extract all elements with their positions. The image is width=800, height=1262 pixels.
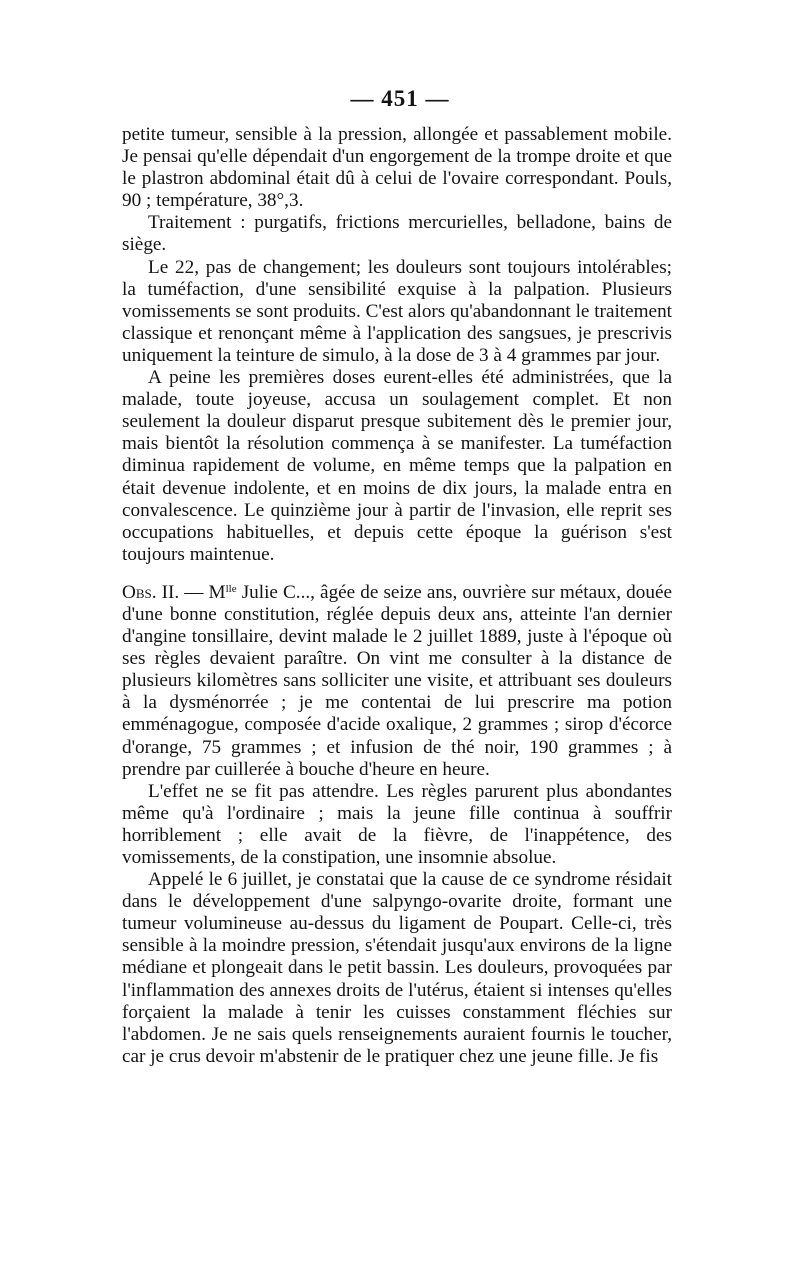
observation-text: Julie C..., âgée de seize ans, ouvrière sur métaux, douée d'une bonne constitution, réglée depuis deux ans, atteinte l'an dernier d'angine tonsillaire, devint malade le 2 juillet 1889, juste à l'époque où ses règles devaient paraître. On vint me consulter à la distance de plusieurs kilomètres sans solliciter une visite, et attribuant ses douleurs à la dysménorrée ; je me contentai de lui prescrire ma potion emménagogue, composée d'acide oxalique, 2 grammes ; sirop d'écorce d'orange, 75 grammes ; et infusion de thé noir, 190 grammes ; à prendre par cuillerée à bouche d'heure en heure. <box>122 581 672 780</box>
paragraph-recovery: A peine les premières doses eurent-elles été administrées, que la malade, toute joyeuse, accusa un soulagement complet. Et non seulement la douleur disparut presque subitement dès le premier jour, mais bientôt la résolution commença à se manifester. La tuméfaction diminua rapidement de volume, en même temps que la palpation en était devenue indolente, et en moins de dix jours, la malade entra en convalescence. Le quinzième jour à partir de l'invasion, elle reprit ses occupations habituelles, et depuis cette époque la guérison s'est toujours maintenue. <box>122 367 672 565</box>
paragraph-treatment: Traitement : purgatifs, frictions mercurielles, belladone, bains de siège. <box>122 212 672 256</box>
paragraph-continuation: petite tumeur, sensible à la pression, allongée et passablement mobile. Je pensai qu'elle dépendait d'un engorgement de la trompe droite et que le plastron abdominal était dû à celui de l'ovaire correspondant. Pouls, 90 ; température, 38°,3. <box>122 124 672 212</box>
page-number: — 451 — <box>350 86 450 111</box>
paragraph-diagnosis: Appelé le 6 juillet, je constatai que la cause de ce syndrome résidait dans le développement d'une salpyngo-ovarite droite, formant une tumeur volumineuse au-dessus du ligament de Poupart. Celle-ci, très sensible à la moindre pression, s'étendait jusqu'aux environs de la ligne médiane et plongeait dans le petit bassin. Les douleurs, provoquées par l'inflammation des annexes droits de l'utérus, étaient si intenses qu'elles forçaient la malade à tenir les cuisses constamment fléchies sur l'abdomen. Je ne sais quels renseignements auraient fournis le toucher, car je crus devoir m'abstenir de le pratiquer chez une jeune fille. Je fis <box>122 869 672 1067</box>
observation-title-sup: lle <box>225 582 237 595</box>
paragraph-day-22: Le 22, pas de changement; les douleurs sont toujours intolérables; la tuméfaction, d'une sensibilité exquise à la palpation. Plusieurs vomissements se sont produits. C'est alors qu'abandonnant le traitement classique et renonçant même à l'application des sangsues, je prescrivis uniquement la teinture de simulo, à la dose de 3 à 4 grammes par jour. <box>122 256 672 366</box>
observation-title-prefix: — M <box>184 581 226 603</box>
observation-paragraph <box>122 582 672 781</box>
observation-label: Obs. II. <box>122 581 180 603</box>
paragraph-effect: L'effet ne se fit pas attendre. Les règles parurent plus abondantes même qu'à l'ordinaire ; mais la jeune fille continua à souffrir horriblement ; elle avait de la fièvre, de l'inappétence, des vomissements, de la constipation, une insomnie absolue. <box>122 780 672 868</box>
body-text <box>122 124 672 1068</box>
